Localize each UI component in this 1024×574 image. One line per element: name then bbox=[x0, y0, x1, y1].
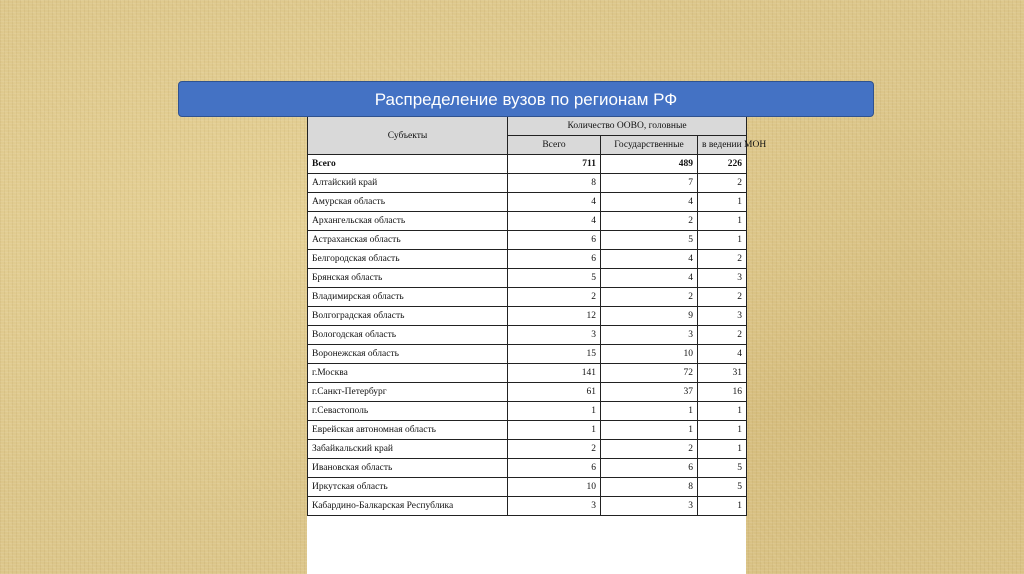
state-count-cell: 4 bbox=[601, 193, 698, 212]
region-name-cell: Владимирская область bbox=[308, 288, 508, 307]
region-name-cell: Архангельская область bbox=[308, 212, 508, 231]
mon-count-cell: 1 bbox=[698, 421, 747, 440]
header-state: Государственные bbox=[601, 136, 698, 155]
region-name-cell: Волгоградская область bbox=[308, 307, 508, 326]
state-count-cell: 489 bbox=[601, 155, 698, 174]
table-row bbox=[308, 288, 747, 307]
mon-count-cell: 2 bbox=[698, 174, 747, 193]
region-name-cell: г.Москва bbox=[308, 364, 508, 383]
total-count-cell: 4 bbox=[508, 212, 601, 231]
state-count-cell: 4 bbox=[601, 269, 698, 288]
region-name-cell: Алтайский край bbox=[308, 174, 508, 193]
table-row bbox=[308, 478, 747, 497]
state-count-cell: 3 bbox=[601, 326, 698, 345]
table-row bbox=[308, 364, 747, 383]
region-name-cell: Амурская область bbox=[308, 193, 508, 212]
region-name-cell: Еврейская автономная область bbox=[308, 421, 508, 440]
total-count-cell: 5 bbox=[508, 269, 601, 288]
table-row bbox=[308, 383, 747, 402]
total-count-cell: 4 bbox=[508, 193, 601, 212]
total-count-cell: 3 bbox=[508, 497, 601, 516]
regions-table bbox=[307, 116, 767, 516]
state-count-cell: 7 bbox=[601, 174, 698, 193]
table-row bbox=[308, 440, 747, 459]
table-row bbox=[308, 421, 747, 440]
total-count-cell: 1 bbox=[508, 402, 601, 421]
state-count-cell: 37 bbox=[601, 383, 698, 402]
region-name-cell: Кабардино-Балкарская Республика bbox=[308, 497, 508, 516]
regions-table-container bbox=[307, 116, 767, 574]
region-name-cell: Астраханская область bbox=[308, 231, 508, 250]
table-row bbox=[308, 231, 747, 250]
mon-count-cell: 1 bbox=[698, 193, 747, 212]
region-name-cell: Воронежская область bbox=[308, 345, 508, 364]
table-row bbox=[308, 212, 747, 231]
state-count-cell: 1 bbox=[601, 402, 698, 421]
table-row bbox=[308, 402, 747, 421]
header-mon: в ведении МОН bbox=[698, 136, 747, 155]
table-row bbox=[308, 269, 747, 288]
table-row bbox=[308, 345, 747, 364]
table-row bbox=[308, 250, 747, 269]
region-name-cell: Ивановская область bbox=[308, 459, 508, 478]
total-count-cell: 711 bbox=[508, 155, 601, 174]
header-subjects: Субъекты bbox=[308, 117, 508, 155]
header-total: Всего bbox=[508, 136, 601, 155]
total-count-cell: 6 bbox=[508, 250, 601, 269]
mon-count-cell: 1 bbox=[698, 497, 747, 516]
mon-count-cell: 2 bbox=[698, 250, 747, 269]
state-count-cell: 4 bbox=[601, 250, 698, 269]
mon-count-cell: 16 bbox=[698, 383, 747, 402]
total-count-cell: 1 bbox=[508, 421, 601, 440]
state-count-cell: 6 bbox=[601, 459, 698, 478]
header-group: Количество ООВО, головные bbox=[508, 117, 747, 136]
total-count-cell: 2 bbox=[508, 288, 601, 307]
mon-count-cell: 5 bbox=[698, 459, 747, 478]
table-row bbox=[308, 174, 747, 193]
state-count-cell: 10 bbox=[601, 345, 698, 364]
total-count-cell: 61 bbox=[508, 383, 601, 402]
state-count-cell: 8 bbox=[601, 478, 698, 497]
mon-count-cell: 2 bbox=[698, 288, 747, 307]
total-count-cell: 6 bbox=[508, 231, 601, 250]
region-name-cell: Белгородская область bbox=[308, 250, 508, 269]
total-count-cell: 3 bbox=[508, 326, 601, 345]
mon-count-cell: 1 bbox=[698, 402, 747, 421]
region-name-cell: г.Севастополь bbox=[308, 402, 508, 421]
region-name-cell: г.Санкт-Петербург bbox=[308, 383, 508, 402]
table-row bbox=[308, 459, 747, 478]
total-count-cell: 15 bbox=[508, 345, 601, 364]
region-name-cell: Забайкальский край bbox=[308, 440, 508, 459]
mon-count-cell: 226 bbox=[698, 155, 747, 174]
region-name-cell: Иркутская область bbox=[308, 478, 508, 497]
mon-count-cell: 4 bbox=[698, 345, 747, 364]
state-count-cell: 9 bbox=[601, 307, 698, 326]
table-row bbox=[308, 497, 747, 516]
state-count-cell: 2 bbox=[601, 212, 698, 231]
total-row bbox=[308, 155, 747, 174]
state-count-cell: 2 bbox=[601, 288, 698, 307]
mon-count-cell: 3 bbox=[698, 269, 747, 288]
total-count-cell: 2 bbox=[508, 440, 601, 459]
mon-count-cell: 2 bbox=[698, 326, 747, 345]
total-count-cell: 141 bbox=[508, 364, 601, 383]
state-count-cell: 3 bbox=[601, 497, 698, 516]
mon-count-cell: 31 bbox=[698, 364, 747, 383]
total-count-cell: 8 bbox=[508, 174, 601, 193]
state-count-cell: 5 bbox=[601, 231, 698, 250]
mon-count-cell: 3 bbox=[698, 307, 747, 326]
total-count-cell: 6 bbox=[508, 459, 601, 478]
mon-count-cell: 5 bbox=[698, 478, 747, 497]
total-count-cell: 10 bbox=[508, 478, 601, 497]
slide-title: Распределение вузов по регионам РФ bbox=[178, 81, 874, 117]
table-body bbox=[308, 155, 747, 516]
mon-count-cell: 1 bbox=[698, 231, 747, 250]
state-count-cell: 72 bbox=[601, 364, 698, 383]
state-count-cell: 2 bbox=[601, 440, 698, 459]
mon-count-cell: 1 bbox=[698, 212, 747, 231]
region-name-cell: Вологодская область bbox=[308, 326, 508, 345]
table-row bbox=[308, 307, 747, 326]
state-count-cell: 1 bbox=[601, 421, 698, 440]
region-name-cell: Всего bbox=[308, 155, 508, 174]
table-row bbox=[308, 326, 747, 345]
mon-count-cell: 1 bbox=[698, 440, 747, 459]
region-name-cell: Брянская область bbox=[308, 269, 508, 288]
table-row bbox=[308, 193, 747, 212]
total-count-cell: 12 bbox=[508, 307, 601, 326]
